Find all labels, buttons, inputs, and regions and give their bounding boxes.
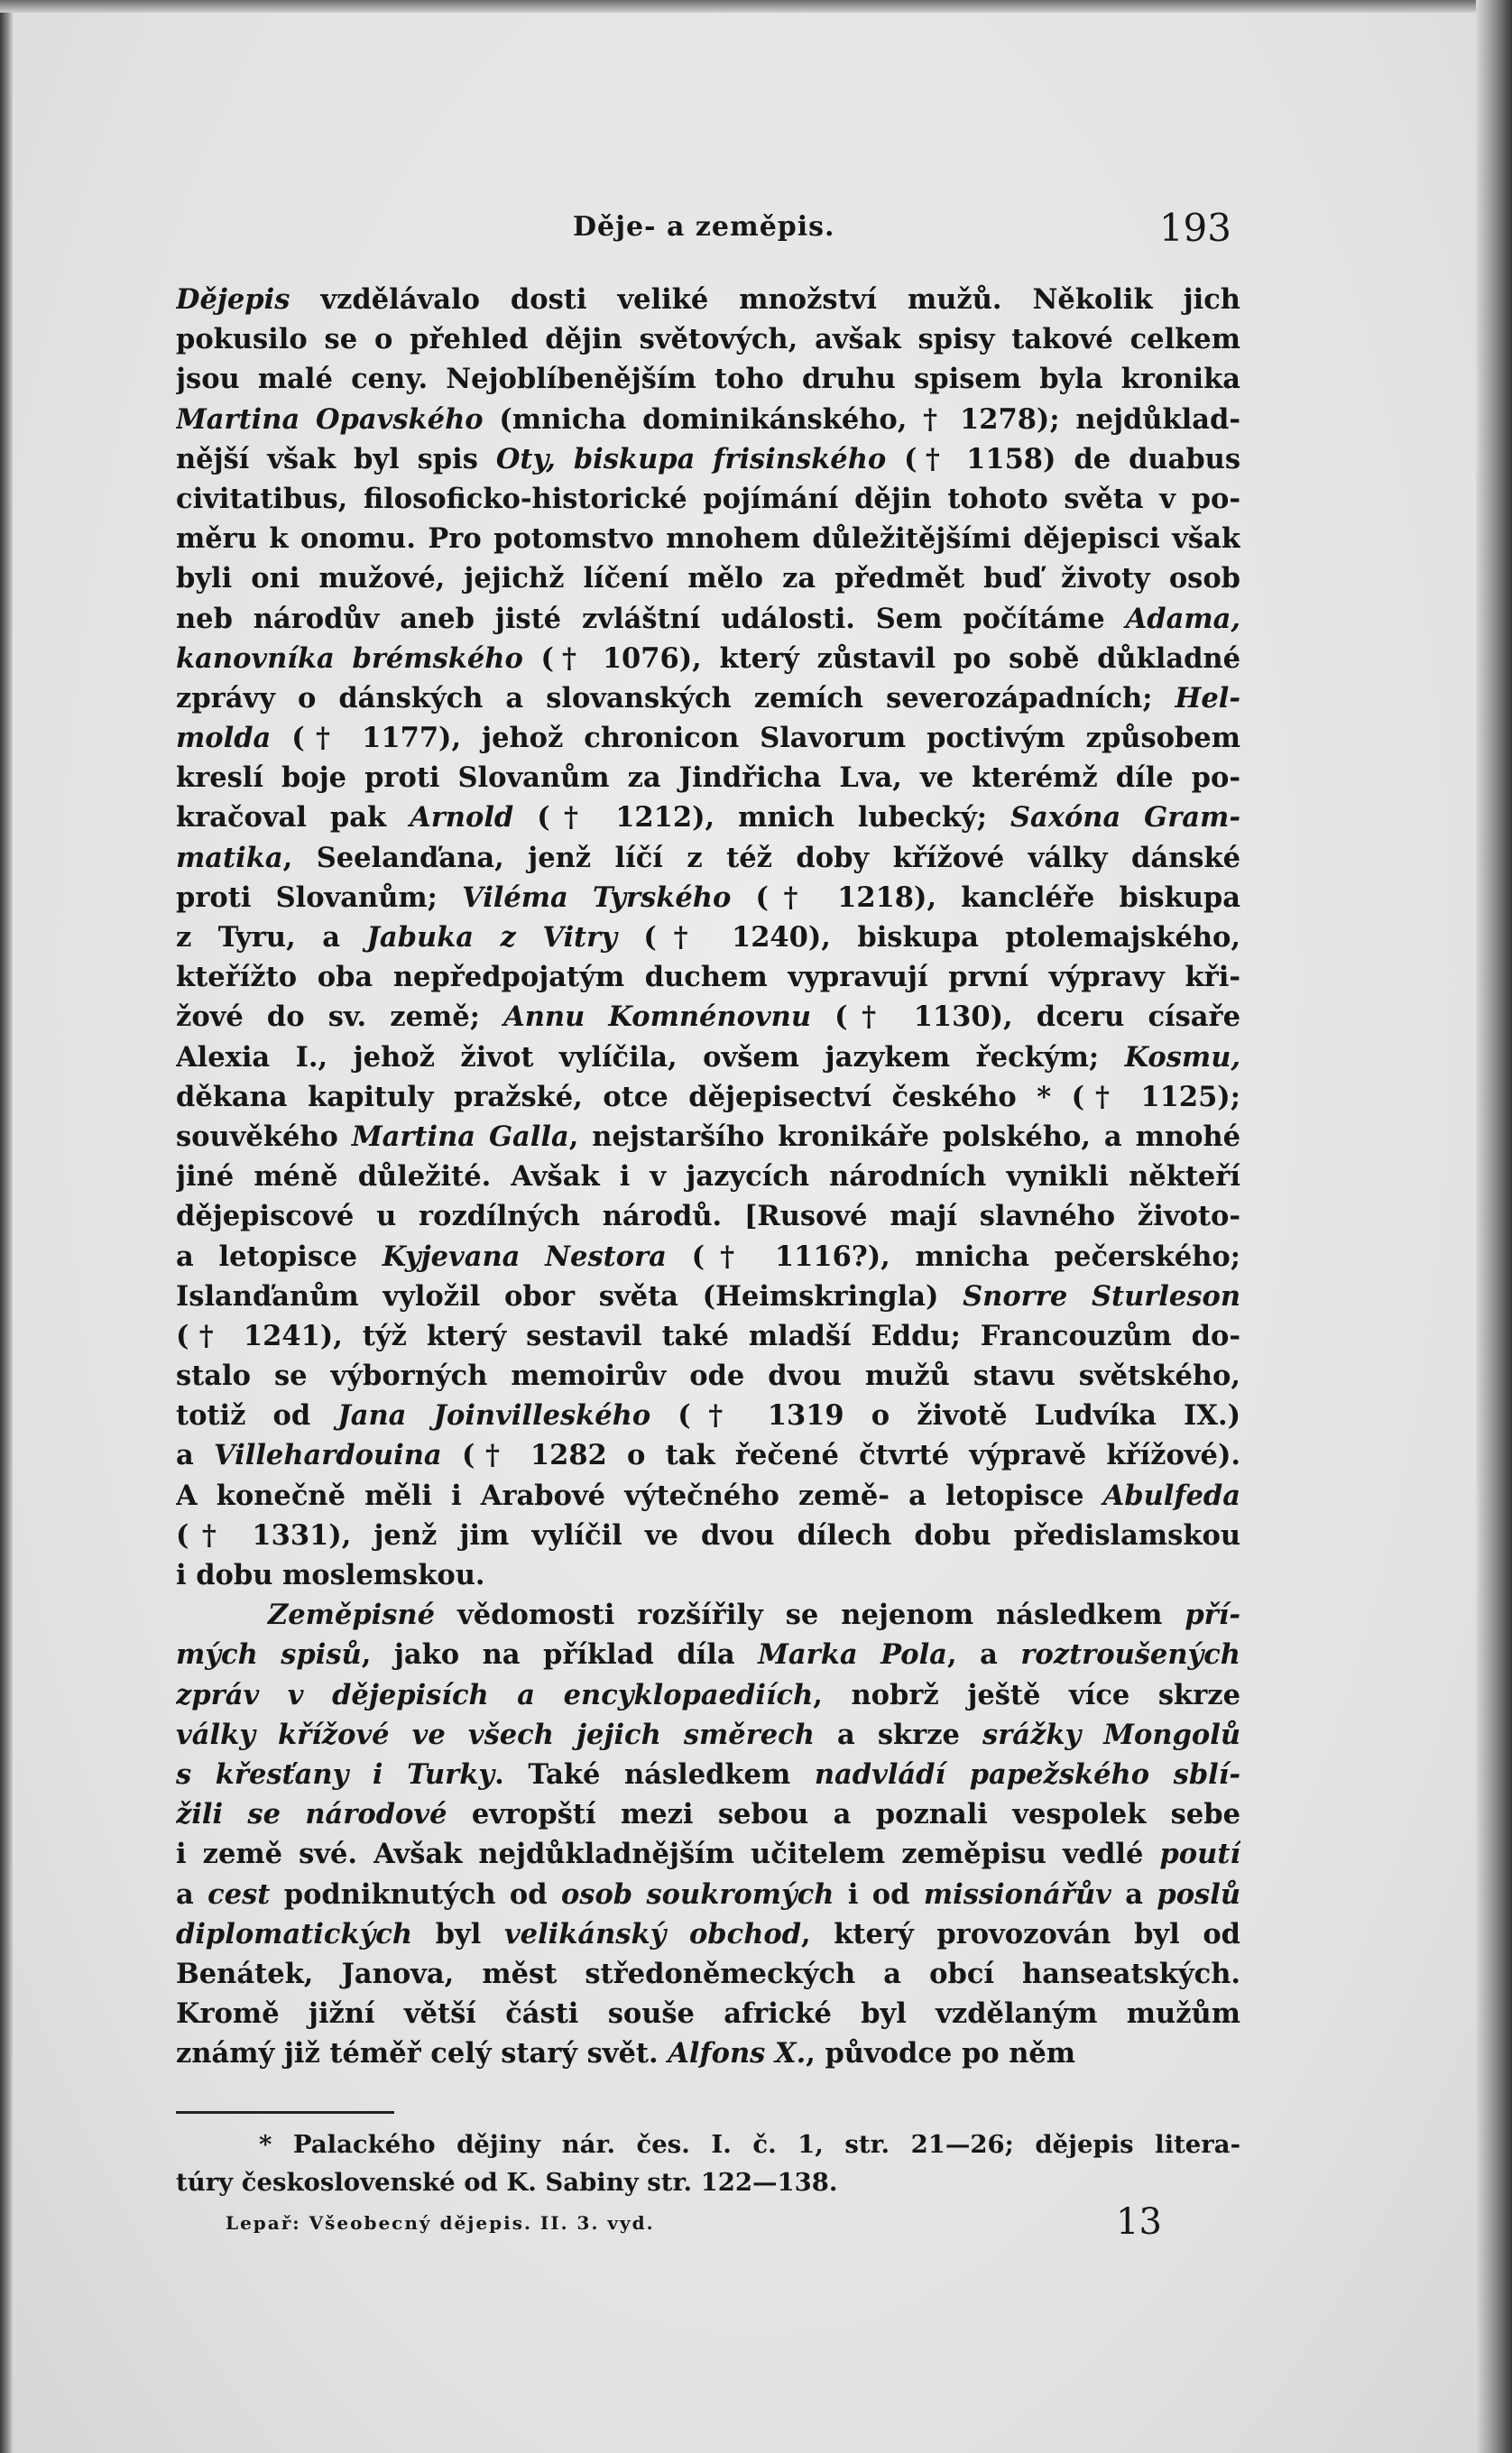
signature-number: 13	[1116, 2201, 1162, 2243]
text-line	[176, 1675, 1240, 1715]
text-segment: neb národův aneb jisté zvláštní události. Sem počítáme	[176, 602, 1126, 635]
italic-segment: srážky Mongolů	[982, 1718, 1240, 1751]
text-segment: nější však byl spis	[176, 442, 496, 475]
italic-segment: s křesťany i Turky	[176, 1757, 495, 1791]
footnote-line: * Palackého dějiny nár. čes. I. č. 1, str. 21—26; dějepis litera-	[259, 2130, 1240, 2159]
text-segment: († 1282 o tak řečené čtvrté výpravě křížové).	[441, 1439, 1240, 1472]
text-line	[176, 1196, 1240, 1236]
text-segment: A konečně měli i Arabové výtečného země- a letopisce	[176, 1479, 1103, 1512]
text-segment: stalo se výborných memoirův ode dvou mužů stavu světského,	[176, 1360, 1240, 1393]
text-line	[176, 1077, 1240, 1117]
italic-segment: Arnold	[410, 801, 514, 835]
text-line	[176, 1237, 1240, 1277]
text-segment: , nejstaršího kronikáře polského, a mnohé	[568, 1120, 1240, 1153]
italic-segment: poslů	[1157, 1877, 1240, 1911]
text-line	[176, 1595, 1240, 1635]
text-segment: († 1331), jenž jim vylíčil ve dvou dílech dobu předislamskou	[176, 1518, 1240, 1552]
page-header	[176, 206, 1231, 260]
text-line	[176, 957, 1240, 997]
text-line	[176, 1635, 1240, 1674]
text-line	[176, 1755, 1240, 1794]
text-segment: známý již téměř celý starý svět.	[176, 2037, 668, 2070]
page-edge-shadow-right	[1476, 0, 1512, 2453]
text-line	[176, 1914, 1240, 1954]
text-line	[176, 798, 1240, 837]
text-segment: . Také následkem	[494, 1757, 815, 1791]
page-number: 193	[1158, 206, 1231, 250]
text-segment: podniknutých od	[270, 1877, 561, 1911]
text-segment: († 1240), biskupa ptolemajského,	[616, 921, 1240, 954]
italic-segment: zpráv v dějepisích a encyklopaediích	[176, 1678, 814, 1711]
italic-segment: missionářův	[923, 1877, 1111, 1911]
text-segment: Alexia I., jehož život vylíčila, ovšem jazykem řeckým;	[176, 1040, 1125, 1074]
text-line	[176, 918, 1240, 957]
body-text	[176, 280, 1240, 2073]
text-line	[176, 1435, 1240, 1475]
text-segment: († 1076), který zůstavil po sobě důkladné	[522, 641, 1240, 675]
italic-segment: Viléma Tyrského	[462, 881, 732, 914]
italic-segment: roztroušených	[1020, 1638, 1240, 1672]
page-edge-shadow-left	[0, 0, 13, 2453]
italic-segment: kanovníka brémského	[176, 641, 523, 675]
text-segment: i dobu moslemskou.	[176, 1559, 485, 1591]
text-segment: a	[176, 1439, 215, 1472]
italic-segment: matika	[176, 841, 283, 874]
text-segment: byl	[412, 1917, 504, 1950]
text-segment: , původce po něm	[806, 2037, 1076, 2070]
text-segment: a letopisce	[176, 1240, 383, 1273]
text-line	[176, 718, 1240, 758]
italic-segment: poutí	[1159, 1838, 1240, 1871]
text-segment: jsou malé ceny. Nejoblíbenějším toho druhu spisem byla kronika	[176, 363, 1240, 396]
italic-segment: Jabuka z Vitry	[366, 921, 617, 954]
text-segment: († 1116?), mnicha pečerského;	[666, 1240, 1240, 1273]
italic-segment: Marka Pola	[758, 1638, 947, 1672]
text-segment: , jako na příklad díla	[361, 1638, 759, 1672]
text-line	[176, 280, 1240, 319]
text-segment: kreslí boje proti Slovanům za Jindřicha Lva, ve kterémž díle po-	[176, 761, 1240, 795]
text-line	[176, 1157, 1240, 1196]
text-segment: a	[1111, 1877, 1157, 1911]
italic-segment: Kosmu,	[1124, 1040, 1240, 1074]
italic-segment: molda	[176, 722, 272, 755]
text-line	[176, 1875, 1240, 1914]
text-segment: proti Slovanům;	[176, 881, 463, 914]
text-line	[176, 1516, 1240, 1555]
text-segment: vzdělávalo dosti veliké množství mužů. Několik jich	[290, 283, 1240, 316]
italic-segment: války křížové ve všech jejich směrech	[176, 1718, 815, 1751]
text-line	[176, 1476, 1240, 1516]
text-segment: souvěkého	[176, 1120, 352, 1153]
text-line	[176, 319, 1240, 359]
text-segment: žové do sv. země;	[176, 1001, 504, 1034]
text-segment: , a	[946, 1638, 1021, 1672]
text-line	[176, 1396, 1240, 1435]
text-segment: zprávy o dánských a slovanských zemích severozápadních;	[176, 681, 1175, 715]
italic-segment: mých spisů	[176, 1638, 362, 1672]
text-line	[176, 359, 1240, 399]
italic-segment: Jana Joinvilleského	[337, 1399, 651, 1433]
running-head: Děje- a zeměpis.	[573, 211, 835, 243]
text-segment: i od	[834, 1877, 924, 1911]
text-segment: († 1212), mnich lubecký;	[513, 801, 1010, 835]
text-segment: a	[176, 1877, 208, 1911]
text-line	[176, 439, 1240, 479]
footnote-line: túry československé od K. Sabiny str. 122—138.	[176, 2168, 838, 2197]
text-line	[176, 2033, 1240, 2073]
page-edge-shadow-top	[0, 0, 1512, 13]
text-line	[176, 400, 1240, 439]
text-segment: pokusilo se o přehled dějin světových, avšak spisy takové celkem	[176, 323, 1240, 356]
text-segment: († 1158) de duabus	[886, 442, 1240, 475]
text-segment: civitatibus, filosoficko-historické pojímání dějin tohoto světa v po-	[176, 482, 1240, 515]
italic-segment: diplomatických	[176, 1917, 413, 1950]
text-line	[176, 1794, 1240, 1834]
text-line	[176, 1037, 1240, 1077]
text-segment: Kromě jižní větší části souše africké byl vzdělaným mužům	[176, 1997, 1240, 2031]
text-segment: († 1177), jehož chronicon Slavorum poctivým způsobem	[271, 722, 1240, 755]
italic-segment: Adama,	[1125, 602, 1240, 635]
text-segment: kračoval pak	[176, 801, 410, 835]
text-line	[176, 1555, 1240, 1595]
text-segment: z Tyru, a	[176, 921, 367, 954]
text-line	[176, 1316, 1240, 1356]
text-segment: jiné méně důležité. Avšak i v jazycích národních vynikli někteří	[176, 1160, 1240, 1194]
text-line	[176, 1715, 1240, 1755]
italic-segment: velikánský obchod	[503, 1917, 802, 1950]
italic-segment: Saxóna Gram-	[1010, 801, 1240, 835]
text-segment: byli oni mužové, jejichž líčení mělo za předmět buď životy osob	[176, 562, 1240, 595]
italic-segment: žili se národové	[176, 1798, 447, 1831]
text-segment: evropští mezi sebou a poznali vespolek sebe	[447, 1798, 1240, 1831]
italic-segment: Oty, biskupa frisinského	[495, 442, 887, 475]
text-line	[176, 758, 1240, 798]
text-line	[176, 1954, 1240, 1994]
text-segment: měru k onomu. Pro potomstvo mnohem důležitějšími dějepisci však	[176, 522, 1240, 556]
italic-segment: Martina Galla	[351, 1120, 569, 1153]
italic-segment: Zeměpisné	[268, 1599, 436, 1632]
text-line	[176, 519, 1240, 558]
text-line	[176, 558, 1240, 598]
text-segment: totiž od	[176, 1399, 338, 1433]
text-segment: (mnicha dominikánského, † 1278); nejdůklad-	[483, 402, 1240, 436]
italic-segment: Dějepis	[176, 283, 290, 316]
text-line	[176, 678, 1240, 718]
text-segment: († 1241), týž který sestavil také mladší Eddu; Francouzům do-	[176, 1319, 1240, 1352]
text-segment: a skrze	[814, 1718, 983, 1751]
text-segment: i země své. Avšak nejdůkladnějším učitelem zeměpisu vedlé	[176, 1838, 1160, 1871]
footnotes	[176, 2126, 1240, 2201]
italic-segment: Annu Komnénovnu	[503, 1001, 812, 1034]
italic-segment: cest	[207, 1877, 271, 1911]
text-line	[176, 1994, 1240, 2033]
text-segment: († 1218), kancléře biskupa	[731, 881, 1240, 914]
text-segment: , který provozován byl od	[801, 1917, 1240, 1950]
italic-segment: Hel-	[1175, 681, 1240, 715]
text-segment: dějepiscové u rozdílných národů. [Rusové mají slavného životo-	[176, 1200, 1240, 1233]
text-line	[176, 1834, 1240, 1874]
text-line	[176, 479, 1240, 519]
text-segment: († 1319 o životě Ludvíka IX.)	[650, 1399, 1240, 1433]
text-segment: vědomosti rozšířily se nejenom následkem	[435, 1599, 1185, 1632]
italic-segment: nadvládí papežského sblí-	[814, 1757, 1240, 1791]
italic-segment: Kyjevana Nestora	[382, 1240, 667, 1273]
italic-segment: Abulfeda	[1102, 1479, 1240, 1512]
text-segment: Islanďanům vyložil obor světa (Heimskringla)	[176, 1279, 963, 1313]
text-line	[176, 599, 1240, 639]
footnote-rule	[176, 2111, 394, 2114]
text-line	[176, 1356, 1240, 1396]
italic-segment: osob soukromých	[560, 1877, 834, 1911]
text-segment: kteřížto oba nepředpojatým duchem vypravují první výpravy kři-	[176, 961, 1240, 994]
text-segment: děkana kapituly pražské, otce dějepisectví českého * († 1125);	[176, 1080, 1240, 1113]
text-line	[176, 1117, 1240, 1157]
text-line	[176, 878, 1240, 918]
text-line	[176, 838, 1240, 878]
text-segment: , Seelanďana, jenž líčí z též doby křížové války dánské	[282, 841, 1240, 874]
printer-signature: Lepař: Všeobecný dějepis. II. 3. vyd.	[226, 2212, 655, 2234]
text-segment: († 1130), dceru císaře	[811, 1001, 1240, 1034]
italic-segment: pří-	[1185, 1599, 1240, 1632]
text-segment: Benátek, Janova, měst středoněmeckých a obcí hanseatských.	[176, 1957, 1240, 1990]
text-line	[176, 997, 1240, 1037]
italic-segment: Alfons X.	[668, 2037, 807, 2070]
italic-segment: Villehardouina	[214, 1439, 442, 1472]
italic-segment: Snorre Sturleson	[963, 1279, 1240, 1313]
text-segment: , nobrž ještě více skrze	[813, 1678, 1240, 1711]
text-line	[176, 1277, 1240, 1316]
text-line	[176, 639, 1240, 678]
italic-segment: Martina Opavského	[176, 402, 484, 436]
